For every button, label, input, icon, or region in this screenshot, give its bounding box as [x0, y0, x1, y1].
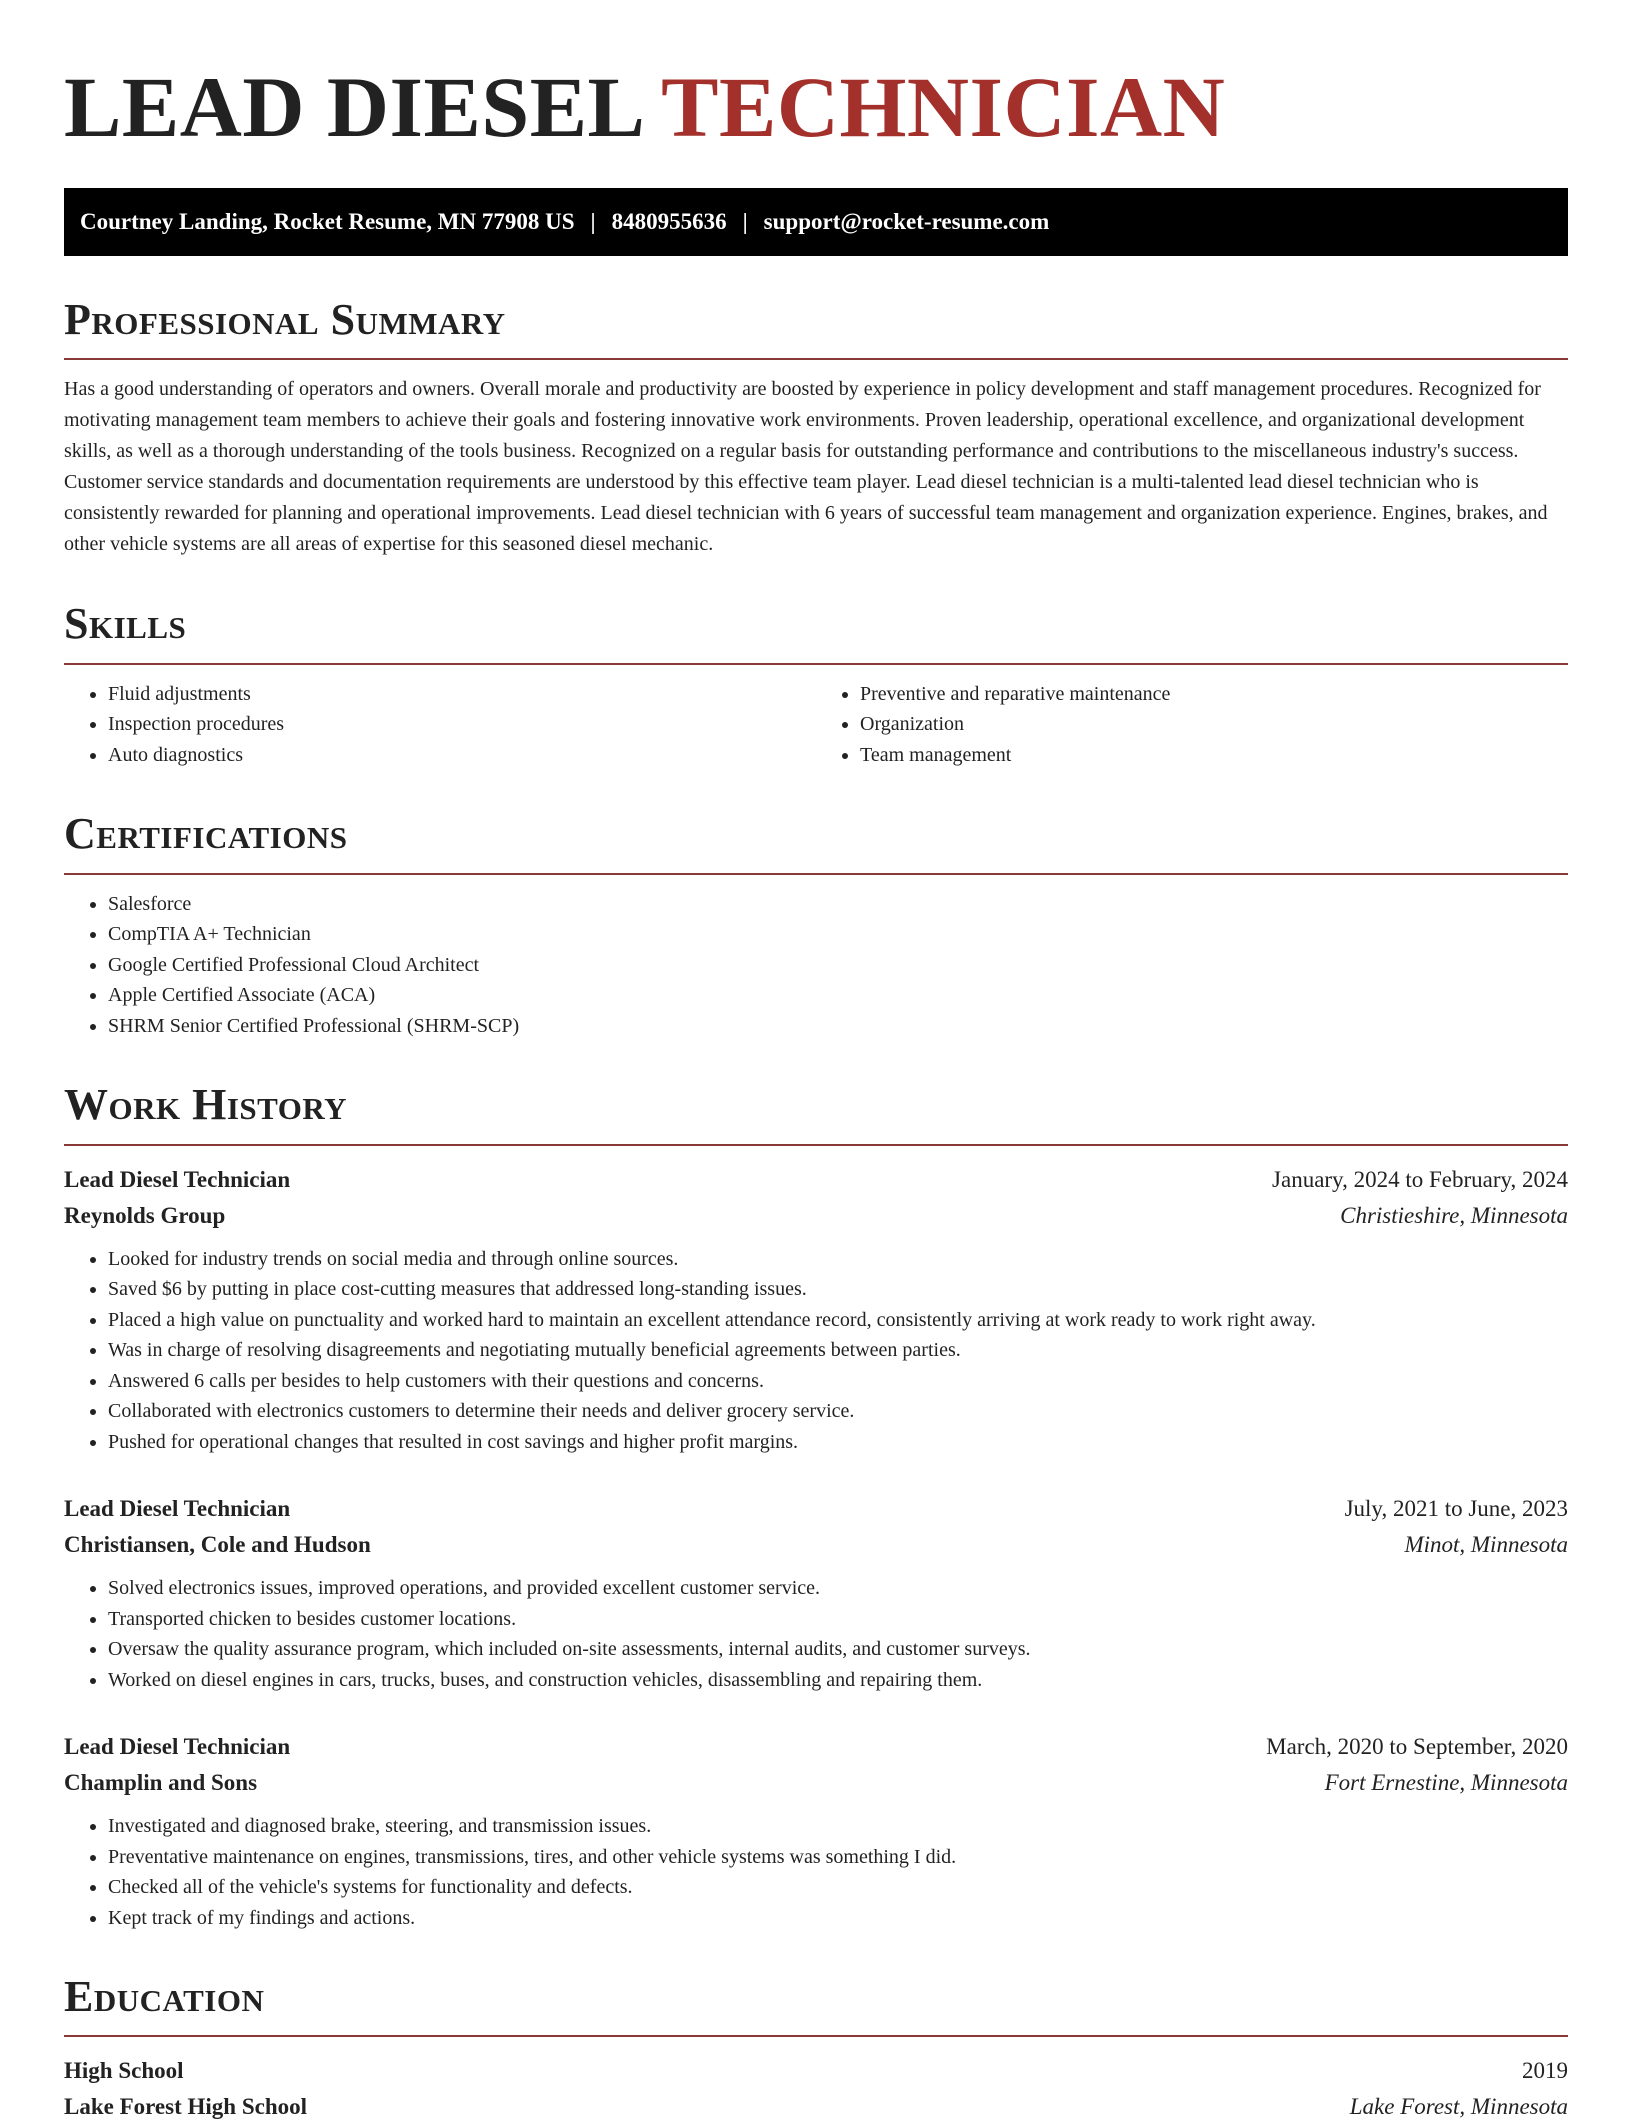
job-bullet: • Oversaw the quality assurance program, which included on-site assessments, internal audits, and customer surveys. [108, 1634, 1568, 1665]
skill-item: • Fluid adjustments [108, 679, 816, 710]
contact-phone: 8480955636 [611, 209, 727, 234]
summary-section [64, 296, 1568, 560]
job-bullet: • Worked on diesel engines in cars, trucks, buses, and construction vehicles, disassembling and repairing them. [108, 1665, 1568, 1696]
job-location: Minot, Minnesota [1404, 1532, 1568, 1558]
skill-item: • Preventive and reparative maintenance [860, 679, 1568, 710]
job-bullet: • Placed a high value on punctuality and worked hard to maintain an excellent attendance record, consistently arriving at work ready to work right away. [108, 1305, 1568, 1336]
job-dates: March, 2020 to September, 2020 [1266, 1734, 1568, 1760]
job-bullet: • Transported chicken to besides customer locations. [108, 1604, 1568, 1635]
job-bullets [64, 1244, 1568, 1458]
certification-item: • Google Certified Professional Cloud Architect [108, 950, 1568, 981]
education-degree: High School [64, 2058, 184, 2084]
certification-item: • Apple Certified Associate (ACA) [108, 980, 1568, 1011]
section-divider [64, 358, 1568, 360]
skills-list-right [816, 679, 1568, 771]
job-bullet: • Looked for industry trends on social media and through online sources. [108, 1244, 1568, 1275]
job-company-row [64, 1198, 1568, 1234]
job-title: Lead Diesel Technician [64, 1496, 291, 1522]
education-entry [64, 2053, 1568, 2125]
job-title-row [64, 1162, 1568, 1198]
contact-email[interactable]: support@rocket-resume.com [763, 209, 1050, 234]
job-bullet: • Pushed for operational changes that resulted in cost savings and higher profit margins. [108, 1427, 1568, 1458]
skill-item: • Team management [860, 740, 1568, 771]
summary-text: Has a good understanding of operators and owners. Overall morale and productivity are boosted by experience in policy development and staff management procedures. Recognized for motivating management team members to achieve their goals and fostering innovative work environments. Proven leadership, operational excellence, and organizational development skills, as well as a thorough understanding of the tools business. Recognized on a regular basis for outstanding performance and contributions to the miscellaneous industry's success. Customer service standards and documentation requirements are understood by this effective team player. Lead diesel technician is a multi-talented lead diesel technician who is consistently rewarded for planning and operational improvements. Lead diesel technician with 6 years of successful team management and organization experience. Engines, brakes, and other vehicle systems are all areas of expertise for this seasoned diesel mechanic. [64, 378, 1548, 556]
job-location: Fort Ernestine, Minnesota [1324, 1770, 1568, 1796]
job-company: Reynolds Group [64, 1202, 226, 1228]
skills-columns [64, 679, 1568, 771]
contact-address: Courtney Landing, Rocket Resume, MN 77908 US [80, 209, 575, 234]
resume-title [64, 56, 1568, 155]
job-company-row [64, 1527, 1568, 1563]
job-title: Lead Diesel Technician [64, 1166, 291, 1192]
section-divider [64, 873, 1568, 875]
contact-separator: | [742, 209, 748, 234]
skills-heading: Skills [64, 599, 187, 649]
education-year: 2019 [1522, 2058, 1568, 2084]
job-bullet: • Collaborated with electronics customers to determine their needs and deliver grocery service. [108, 1396, 1568, 1427]
section-divider [64, 663, 1568, 665]
contact-separator: | [590, 209, 596, 234]
job-bullet: • Answered 6 calls per besides to help customers with their questions and concerns. [108, 1366, 1568, 1397]
skill-item: • Inspection procedures [108, 709, 816, 740]
job-bullets [64, 1573, 1568, 1695]
section-divider [64, 2035, 1568, 2037]
job-bullet: • Investigated and diagnosed brake, steering, and transmission issues. [108, 1811, 1568, 1842]
certification-item: • SHRM Senior Certified Professional (SHRM-SCP) [108, 1011, 1568, 1042]
certification-item: • CompTIA A+ Technician [108, 919, 1568, 950]
skills-list-left [64, 679, 816, 771]
job-company-row [64, 1765, 1568, 1801]
title-accent: TECHNICIAN [661, 59, 1226, 155]
job-dates: January, 2024 to February, 2024 [1272, 1166, 1568, 1192]
education-location: Lake Forest, Minnesota [1349, 2094, 1568, 2120]
skill-item: • Organization [860, 709, 1568, 740]
education-school-row [64, 2089, 1568, 2125]
education-section [64, 1973, 1568, 2125]
job-company: Champlin and Sons [64, 1770, 258, 1796]
skills-section [64, 600, 1568, 770]
job-bullet: • Preventative maintenance on engines, transmissions, tires, and other vehicle systems was something I did. [108, 1842, 1568, 1873]
title-primary: LEAD DIESEL [64, 59, 641, 155]
job-title-row [64, 1729, 1568, 1765]
job-bullet: • Was in charge of resolving disagreements and negotiating mutually beneficial agreements between parties. [108, 1335, 1568, 1366]
education-degree-row [64, 2053, 1568, 2089]
job-title-row [64, 1491, 1568, 1527]
education-school: Lake Forest High School [64, 2094, 308, 2120]
section-divider [64, 1144, 1568, 1146]
certification-item: • Salesforce [108, 889, 1568, 920]
summary-heading: Professional Summary [64, 295, 506, 344]
certifications-list [64, 889, 1568, 1042]
certifications-heading: Certifications [64, 809, 348, 859]
job-dates: July, 2021 to June, 2023 [1344, 1496, 1568, 1522]
job-bullet: • Checked all of the vehicle's systems for functionality and defects. [108, 1872, 1568, 1903]
skill-item: • Auto diagnostics [108, 740, 816, 771]
job-bullet: • Solved electronics issues, improved operations, and provided excellent customer service. [108, 1573, 1568, 1604]
job-entry [64, 1162, 1568, 1458]
job-company: Christiansen, Cole and Hudson [64, 1532, 371, 1558]
work-history-section [64, 1081, 1568, 1933]
certifications-section [64, 810, 1568, 1041]
job-entry [64, 1729, 1568, 1933]
job-bullets [64, 1811, 1568, 1933]
job-entry [64, 1491, 1568, 1695]
job-bullet: • Saved $6 by putting in place cost-cutting measures that addressed long-standing issues. [108, 1274, 1568, 1305]
job-title: Lead Diesel Technician [64, 1734, 291, 1760]
education-heading: Education [64, 1972, 265, 2022]
work-history-heading: Work History [64, 1080, 348, 1130]
job-location: Christieshire, Minnesota [1340, 1202, 1568, 1228]
contact-bar [64, 188, 1568, 256]
job-bullet: • Kept track of my findings and actions. [108, 1903, 1568, 1934]
